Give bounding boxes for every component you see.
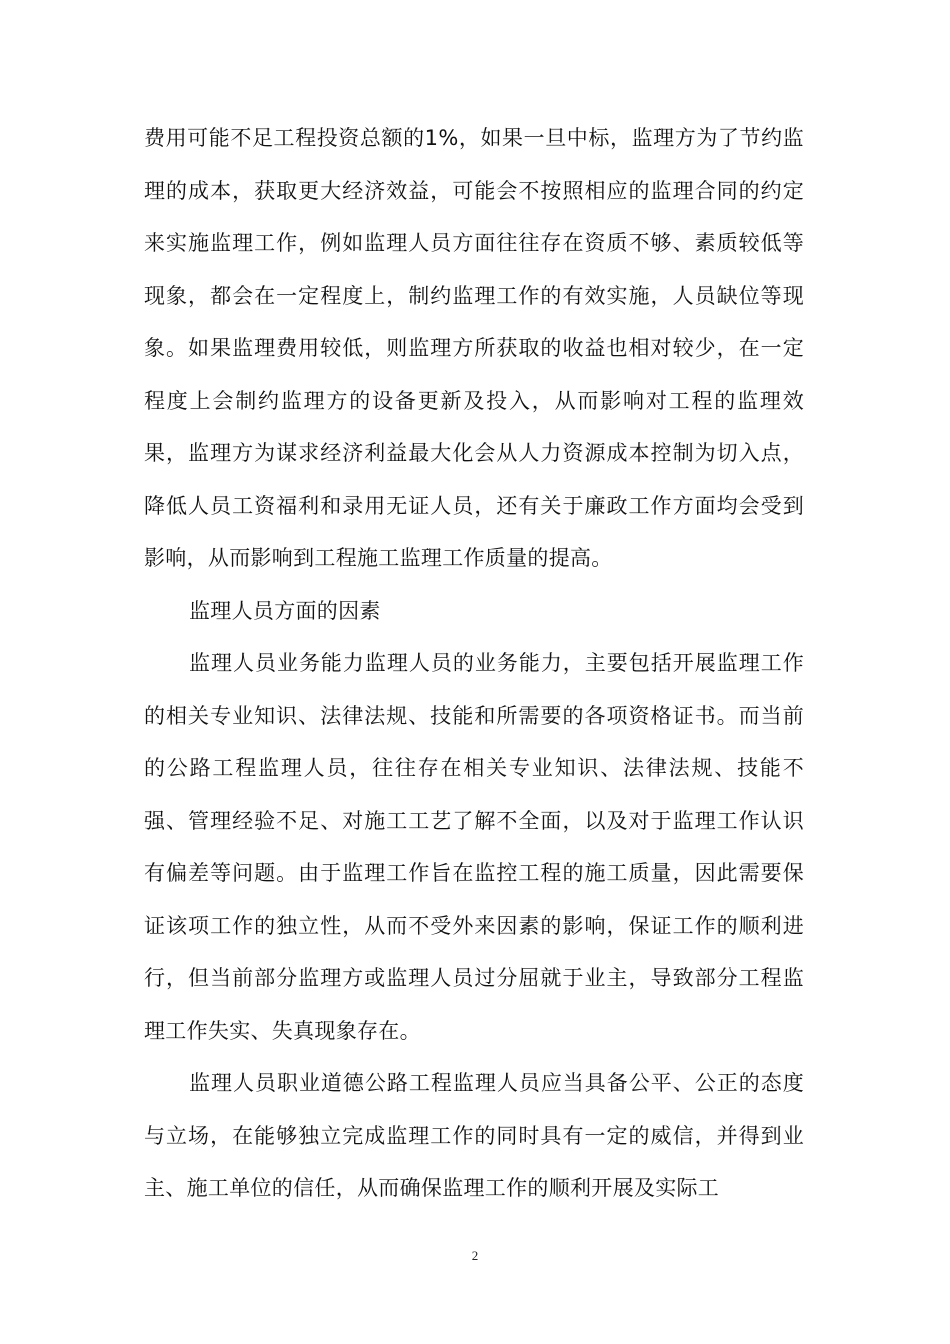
page-number: 2: [471, 1248, 479, 1263]
section-heading: 监理人员方面的因素: [189, 598, 381, 623]
paragraph-professional-ethics: 监理人员职业道德公路工程监理人员应当具备公平、公正的态度与立场，在能够独立完成监理工作的同时具有一定的威信，并得到业主、施工单位的信任，从而确保监理工作的顺利开展及实际工: [144, 1071, 804, 1200]
paragraph-continuation: 费用可能不足工程投资总额的1%，如果一旦中标，监理方为了节约监理的成本，获取更大经济效益，可能会不按照相应的监理合同的约定来实施监理工作，例如监理人员方面往往存在资质不够、素质较低等现象，都会在一定程度上，制约监理工作的有效实施，人员缺位等现象。如果监理费用较低，则监理方所获取的收益也相对较少，在一定程度上会制约监理方的设备更新及投入，从而影响对工程的监理效果，监理方为谋求经济利益最大化会从人力资源成本控制为切入点，降低人员工资福利和录用无证人员，还有关于廉政工作方面均会受到影响，从而影响到工程施工监理工作质量的提高。: [144, 126, 804, 570]
document-body: [144, 112, 804, 1215]
paragraph-business-ability: 监理人员业务能力监理人员的业务能力，主要包括开展监理工作的相关专业知识、法律法规、技能和所需要的各项资格证书。而当前的公路工程监理人员，往往存在相关专业知识、法律法规、技能不强、管理经验不足、对施工工艺了解不全面，以及对于监理工作认识有偏差等问题。由于监理工作旨在监控工程的施工质量，因此需要保证该项工作的独立性，从而不受外来因素的影响，保证工作的顺利进行，但当前部分监理方或监理人员过分屈就于业主，导致部分工程监理工作失实、失真现象存在。: [144, 651, 804, 1043]
